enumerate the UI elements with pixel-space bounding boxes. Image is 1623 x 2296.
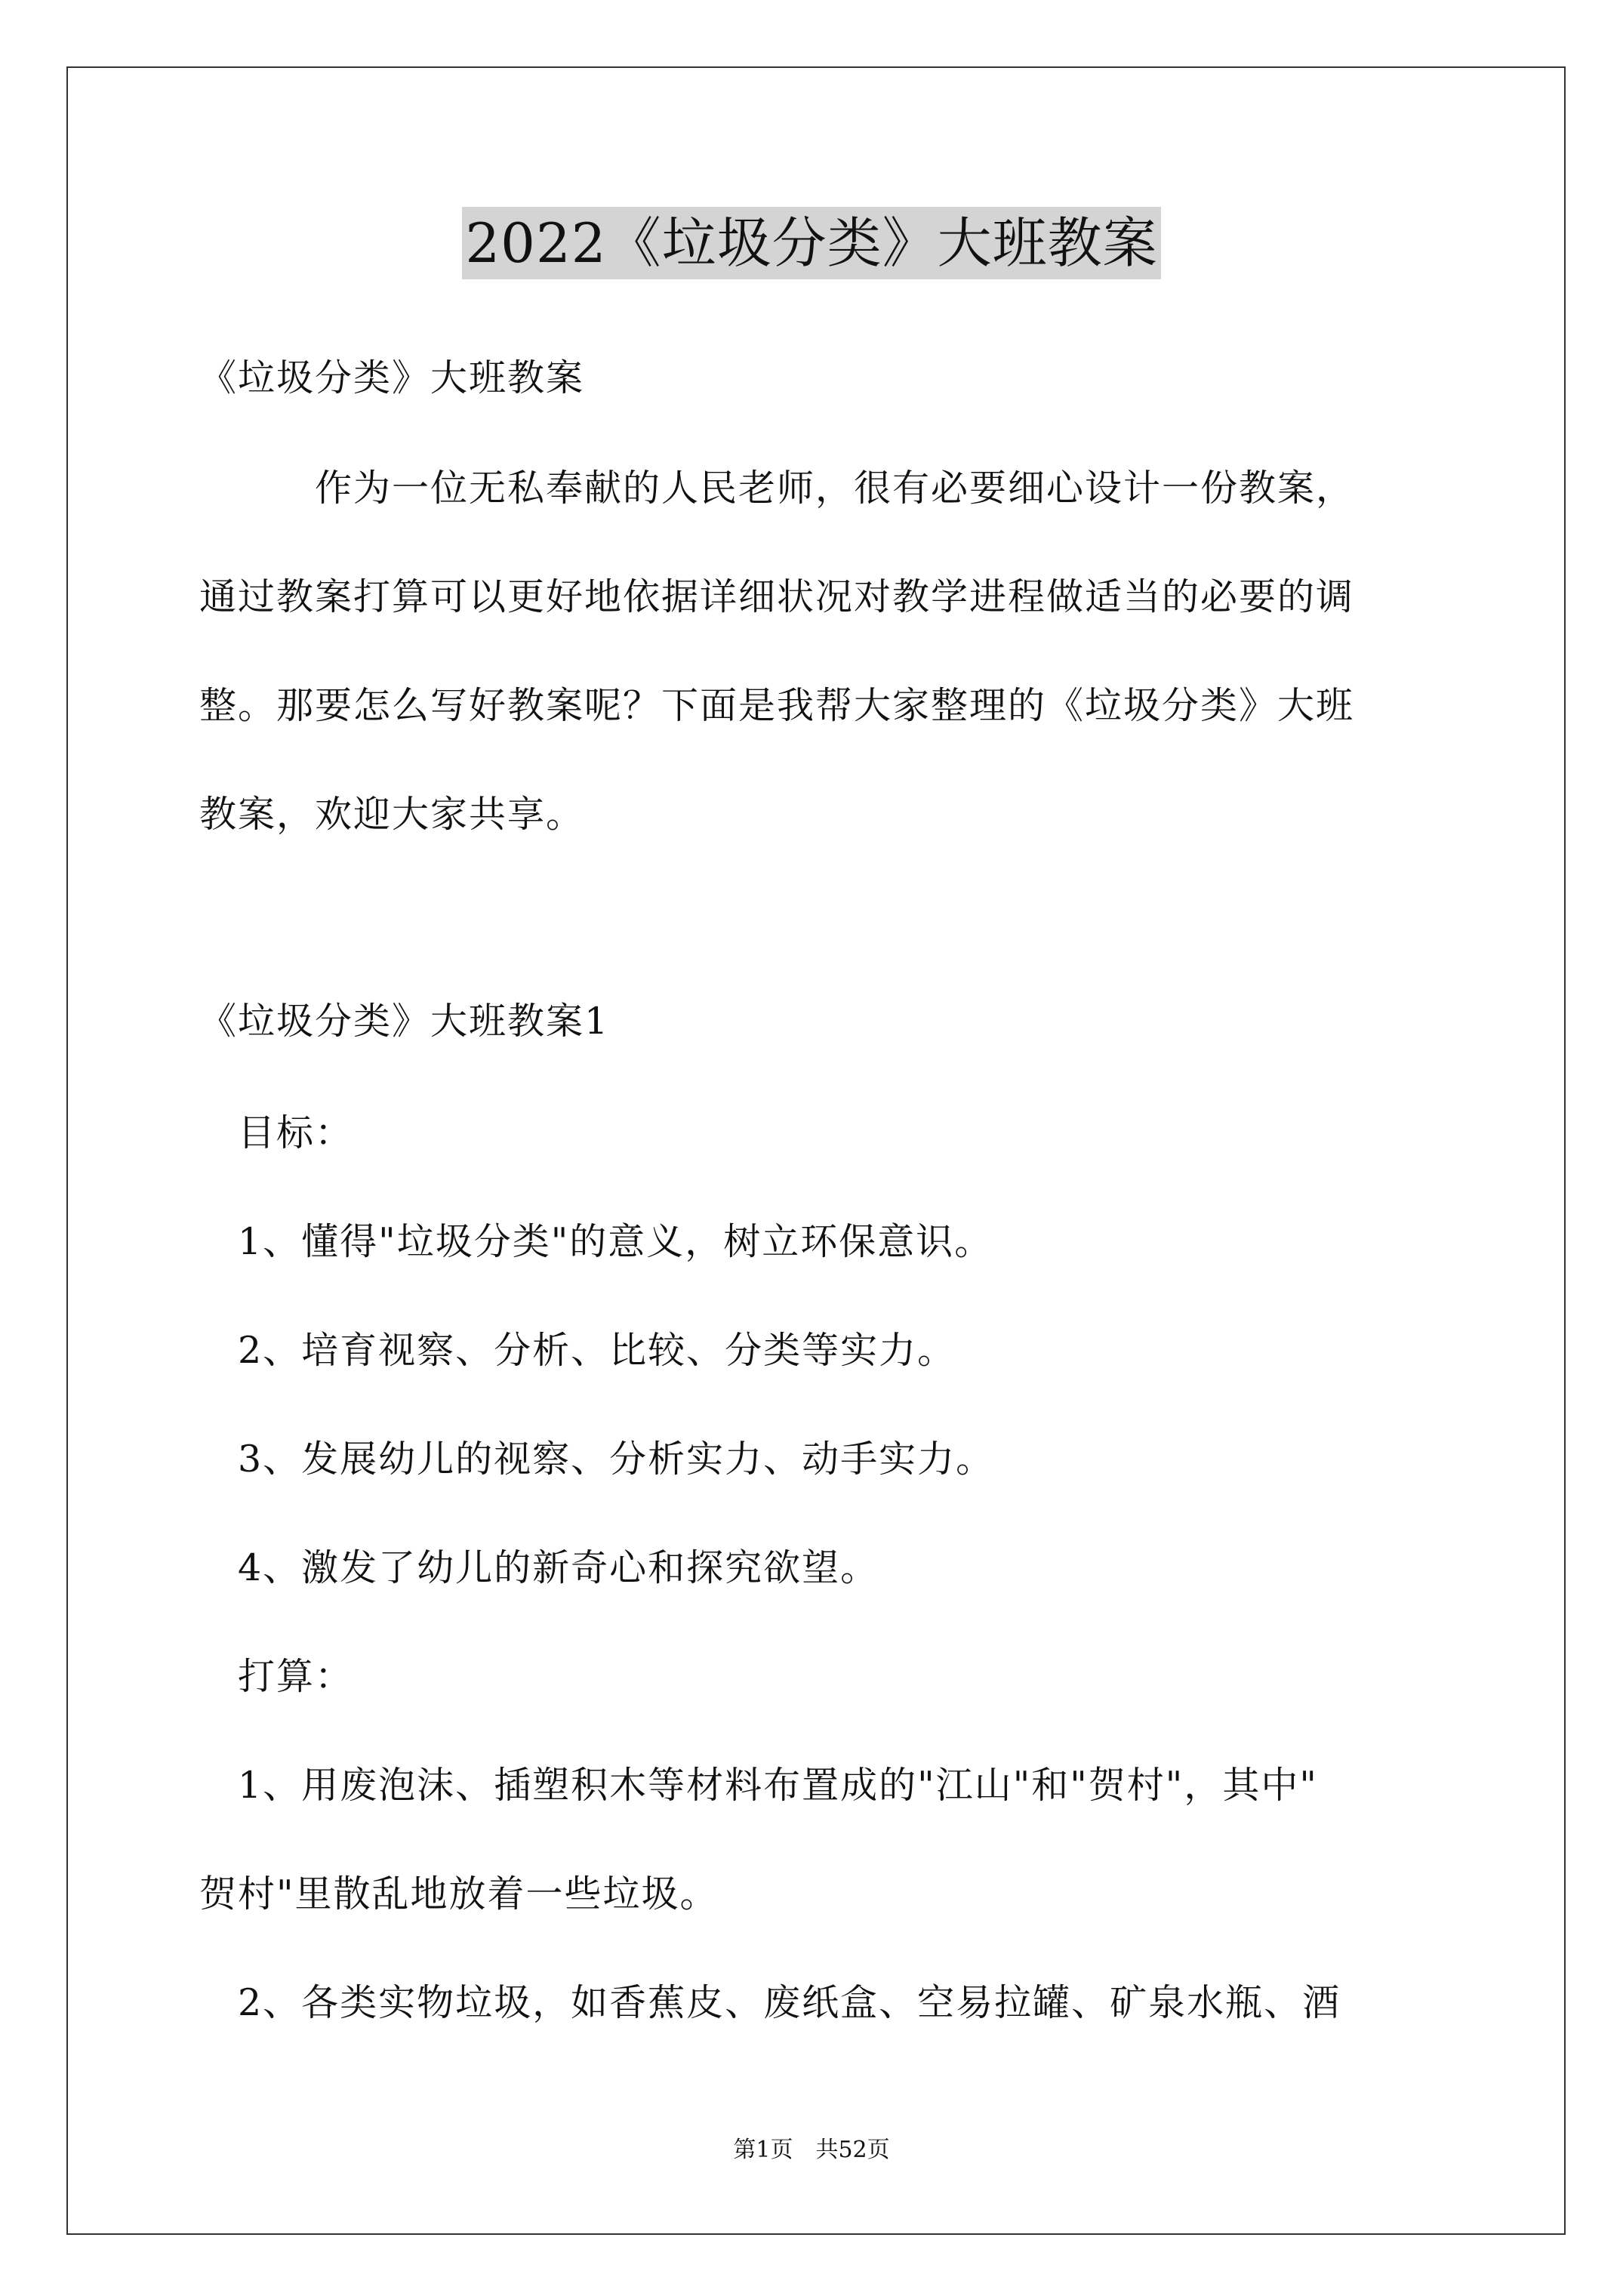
document-title [0,205,1623,281]
section-heading: 《垃圾分类》大班教案1 [199,1000,610,1043]
paragraph-line: 2、培育视察、分析、比较、分类等实力。 [199,1329,956,1372]
page-footer: 第1页 共52页 [733,2137,890,2163]
paragraph-line: 整。那要怎么写好教案呢？下面是我帮大家整理的《垃圾分类》大班 [199,684,1355,727]
paragraph-line: 教案，欢迎大家共享。 [199,793,585,836]
paragraph-line: 2、各类实物垃圾，如香蕉皮、废纸盒、空易拉罐、矿泉水瓶、酒 [199,1981,1341,2024]
paragraph-line: 打算： [199,1655,354,1698]
paragraph-line: 4、激发了幼儿的新奇心和探究欲望。 [199,1546,879,1589]
paragraph-line: 3、发展幼儿的视察、分析实力、动手实力。 [199,1438,995,1481]
subtitle: 《垃圾分类》大班教案 [199,356,585,399]
title-text: 2022《垃圾分类》大班教案 [462,207,1160,279]
paragraph-line: 作为一位无私奉献的人民老师，很有必要细心设计一份教案， [199,467,1355,510]
paragraph-line: 目标： [199,1111,354,1154]
paragraph-line: 贺村"里散乱地放着一些垃圾。 [199,1872,719,1915]
paragraph-line: 通过教案打算可以更好地依据详细状况对教学进程做适当的必要的调 [199,575,1355,618]
paragraph-line: 1、用废泡沫、插塑积木等材料布置成的"江山"和"贺村"，其中" [199,1764,1318,1807]
paragraph-line: 1、懂得"垃圾分类"的意义，树立环保意识。 [199,1220,993,1263]
